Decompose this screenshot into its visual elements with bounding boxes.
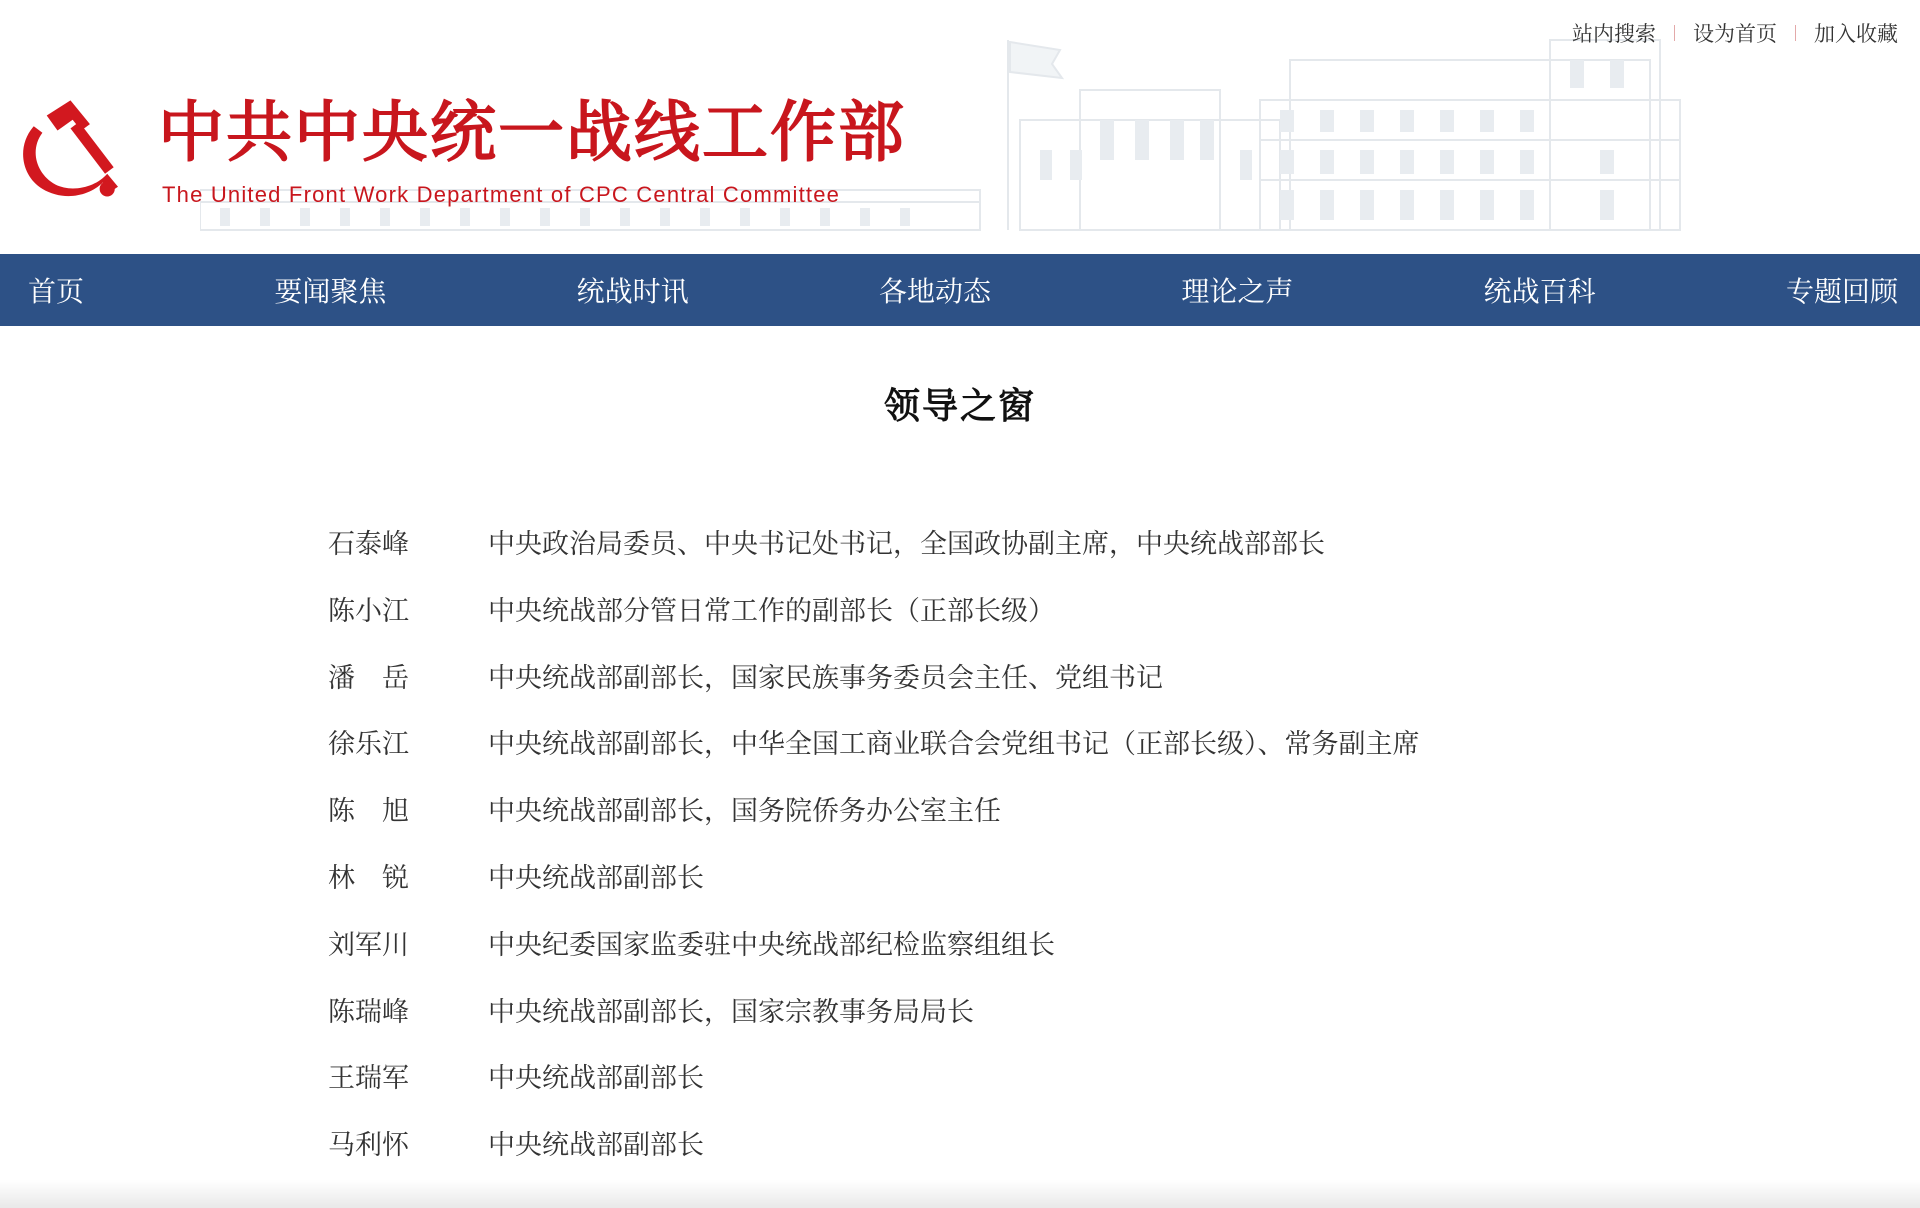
leader-row (328, 789, 1420, 856)
leader-list (328, 522, 1420, 1190)
leader-row (328, 1056, 1420, 1123)
leader-row (328, 722, 1420, 789)
leader-name[interactable]: 潘 岳 (328, 662, 409, 694)
bottom-fade (0, 1180, 1920, 1208)
leader-name[interactable]: 王瑞军 (328, 1063, 409, 1095)
leader-title: 中央统战部副部长，国家民族事务委员会主任、党组书记 (488, 662, 1163, 694)
leader-name[interactable]: 石泰峰 (328, 529, 409, 560)
leader-title: 中央纪委国家监委驻中央统战部纪检监察组组长 (488, 929, 1055, 961)
leader-title: 中央统战部副部长，中华全国工商业联合会党组书记（正部长级）、常务副主席 (488, 729, 1420, 761)
leader-row (328, 990, 1420, 1057)
leader-row (328, 923, 1420, 990)
nav-item-united-front-news[interactable]: 统战时讯 (576, 275, 689, 308)
leader-title: 中央统战部副部长 (488, 1063, 704, 1095)
nav-item-encyclopedia[interactable]: 统战百科 (1483, 275, 1596, 308)
leader-name[interactable]: 陈 旭 (328, 796, 409, 828)
main-nav (0, 254, 1920, 326)
nav-item-home[interactable]: 首页 (28, 275, 85, 308)
leader-title: 中央统战部分管日常工作的副部长（正部长级） (488, 595, 1055, 627)
leader-name[interactable]: 马利怀 (328, 1130, 409, 1162)
leader-row (328, 856, 1420, 923)
leader-row (328, 522, 1420, 589)
site-search-link[interactable]: 站内搜索 (1572, 22, 1656, 46)
leader-name[interactable]: 林 锐 (328, 862, 409, 894)
leader-title: 中央统战部副部长，国家宗教事务局局长 (488, 996, 974, 1028)
set-homepage-link[interactable]: 设为首页 (1693, 22, 1777, 46)
leader-name[interactable]: 刘军川 (328, 929, 409, 961)
nav-item-news-focus[interactable]: 要闻聚焦 (274, 275, 387, 308)
leader-name[interactable]: 徐乐江 (328, 729, 409, 761)
leader-title: 中央统战部副部长 (488, 1130, 704, 1162)
site-header (0, 0, 1920, 254)
leader-title: 中央统战部副部长 (488, 862, 704, 894)
party-emblem-icon[interactable] (10, 96, 118, 204)
leader-title: 中央统战部副部长，国务院侨务办公室主任 (488, 796, 1001, 828)
leader-name[interactable]: 陈瑞峰 (328, 996, 409, 1028)
site-subtitle: The United Front Work Department of CPC Central Committee (162, 182, 841, 207)
divider (1795, 25, 1796, 41)
divider (1674, 25, 1675, 41)
leader-row (328, 656, 1420, 723)
leader-title: 中央政治局委员、中央书记处书记，全国政协副主席，中央统战部部长 (488, 529, 1325, 560)
leader-name[interactable]: 陈小江 (328, 595, 409, 627)
leader-row (328, 589, 1420, 656)
top-links (1572, 18, 1898, 48)
site-title[interactable]: 中共中央统一战线工作部 (158, 94, 906, 171)
add-favorites-link[interactable]: 加入收藏 (1814, 22, 1898, 46)
nav-item-special-topics[interactable]: 专题回顾 (1785, 275, 1898, 308)
page-title: 领导之窗 (883, 385, 1036, 427)
nav-item-local-updates[interactable]: 各地动态 (878, 275, 991, 308)
nav-item-theory[interactable]: 理论之声 (1181, 275, 1294, 308)
